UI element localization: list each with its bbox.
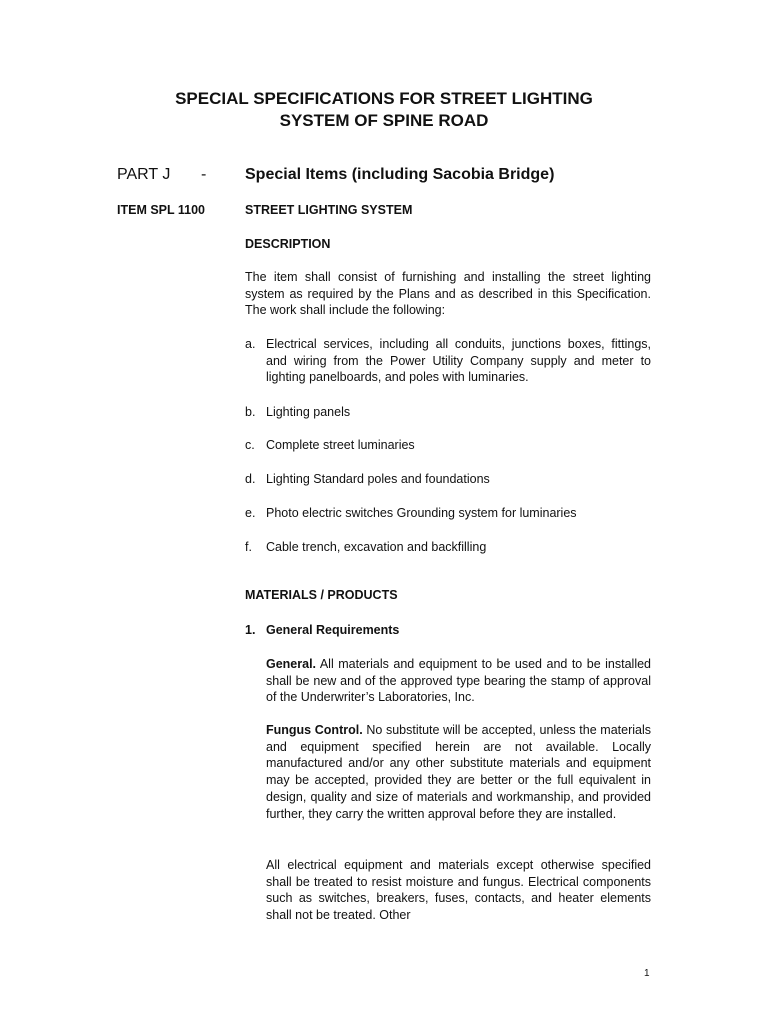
- list-item: [245, 336, 651, 388]
- list-text: Electrical services, including all conduits, junctions boxes, fittings, and wiring from the Power Utility Company supply and meter to lighting panelboards, and poles with luminaries.: [266, 337, 651, 385]
- part-label: PART J: [117, 166, 171, 183]
- list-text: Lighting panels: [266, 405, 351, 419]
- page-number: 1: [644, 968, 650, 979]
- part-dash: -: [201, 166, 207, 183]
- general-label: General.: [266, 657, 317, 671]
- list-item: [245, 505, 651, 523]
- list-text: Complete street luminaries: [266, 438, 415, 452]
- general-text: All materials and equipment to be used and to be installed shall be new and of the approved type bearing the stamp of approval of the Underwriter’s Laboratories, Inc.: [266, 657, 651, 705]
- fungus-paragraph: [266, 722, 651, 822]
- list-marker: c.: [245, 438, 255, 452]
- list-marker: d.: [245, 472, 256, 486]
- sub-number: 1.: [245, 623, 256, 637]
- list-text: Lighting Standard poles and foundations: [266, 472, 490, 486]
- description-intro: The item shall consist of furnishing and installing the street lighting system as required by the Plans and as described in this Specification. The work shall include the following:: [245, 270, 651, 318]
- list-item: [245, 539, 651, 557]
- list-marker: f.: [245, 540, 252, 554]
- list-item: [245, 437, 651, 455]
- list-item: [245, 471, 651, 489]
- sub-heading: General Requirements: [266, 623, 400, 637]
- item-code: ITEM SPL 1100: [117, 203, 206, 217]
- list-text: Photo electric switches Grounding system for luminaries: [266, 506, 577, 520]
- fungus-label: Fungus Control.: [266, 723, 363, 737]
- list-marker: e.: [245, 506, 256, 520]
- list-item: [245, 404, 651, 422]
- materials-heading: MATERIALS / PRODUCTS: [245, 588, 398, 602]
- list-marker: a.: [245, 337, 256, 351]
- item-title: STREET LIGHTING SYSTEM: [245, 203, 413, 217]
- general-paragraph: [266, 656, 651, 706]
- document-title: [0, 88, 768, 132]
- fungus-text: No substitute will be accepted, unless the materials and equipment specified herein are not available. Locally manufactured and/or any other substitute materials and equipment may be accepted, provided they are better or the full equivalent in design, quality and size of materials and workmanship, and provided further, they carry the written approval before they are installed.: [266, 723, 651, 821]
- title-line-2: SYSTEM OF SPINE ROAD: [279, 111, 489, 130]
- part-title: Special Items (including Sacobia Bridge): [245, 166, 555, 183]
- list-marker: b.: [245, 405, 256, 419]
- treatment-paragraph: All electrical equipment and materials except otherwise specified shall be treated to resist moisture and fungus. Electrical components such as switches, breakers, fuses, contacts, and heater elements shall not be treated. Other: [266, 858, 651, 923]
- list-text: Cable trench, excavation and backfilling: [266, 540, 487, 554]
- description-heading: DESCRIPTION: [245, 237, 331, 251]
- title-line-1: SPECIAL SPECIFICATIONS FOR STREET LIGHTING: [175, 89, 593, 108]
